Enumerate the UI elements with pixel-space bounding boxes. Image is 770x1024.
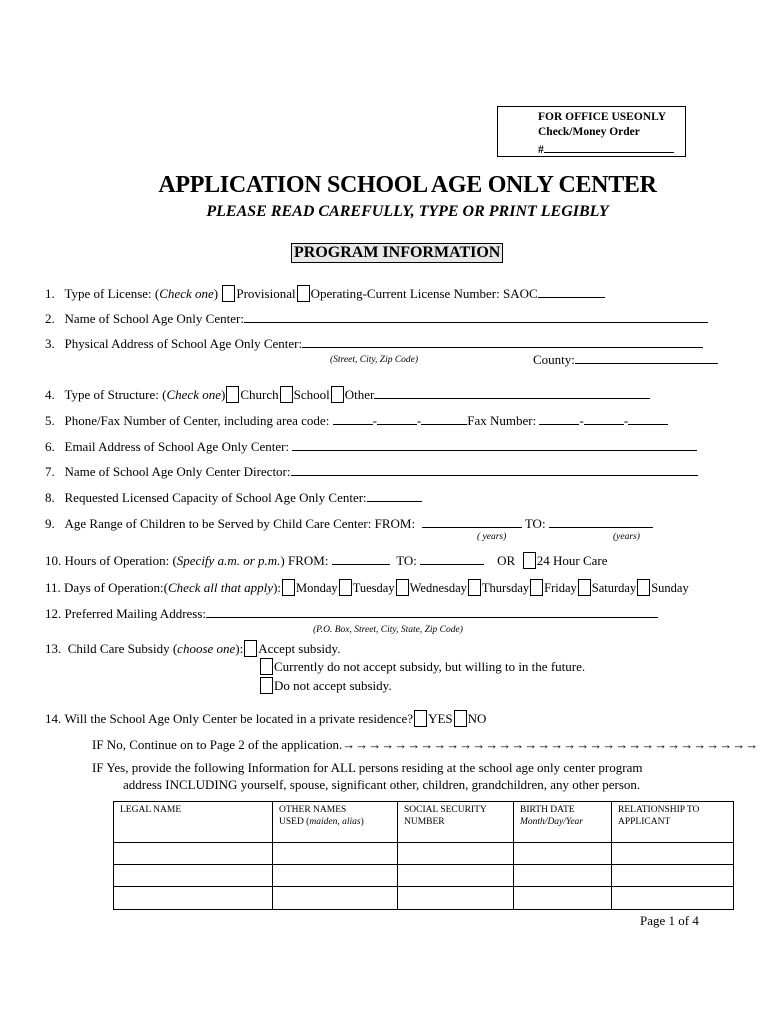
office-number-label: #	[538, 141, 674, 156]
table-cell[interactable]	[114, 843, 273, 865]
church-checkbox[interactable]	[226, 386, 239, 403]
fax-prefix-field[interactable]	[584, 413, 624, 425]
table-cell[interactable]	[514, 865, 612, 887]
phone-area-field[interactable]	[333, 413, 373, 425]
school-checkbox[interactable]	[280, 386, 293, 403]
yes-checkbox[interactable]	[414, 710, 427, 727]
tuesday-checkbox[interactable]	[339, 579, 352, 596]
monday-checkbox[interactable]	[282, 579, 295, 596]
question-6: 6. Email Address of School Age Only Center:	[45, 439, 697, 455]
email-field[interactable]	[292, 439, 697, 451]
operating-checkbox[interactable]	[297, 285, 310, 302]
question-13: 13. Child Care Subsidy (choose one): Accept subsidy.	[45, 641, 341, 656]
question-5: 5. Phone/Fax Number of Center, including area code: - - Fax Number: - -	[45, 413, 668, 429]
table-cell[interactable]	[514, 887, 612, 910]
subsidy-option-3: Do not accept subsidy.	[259, 677, 392, 694]
24-hour-checkbox[interactable]	[523, 552, 536, 569]
hours-from-field[interactable]	[332, 553, 390, 565]
thursday-checkbox[interactable]	[468, 579, 481, 596]
question-7: 7. Name of School Age Only Center Director:	[45, 464, 698, 480]
subsidy-option-2: Currently do not accept subsidy, but willing to in the future.	[259, 658, 585, 675]
saturday-checkbox[interactable]	[578, 579, 591, 596]
age-to-field[interactable]	[549, 516, 653, 528]
question-4: 4. Type of Structure: (Check one) Church School Other	[45, 386, 650, 403]
table-header-row	[114, 802, 734, 843]
residents-table	[113, 801, 734, 910]
table-cell[interactable]	[398, 887, 514, 910]
table-cell[interactable]	[398, 843, 514, 865]
office-use-box	[497, 106, 686, 157]
page-subtitle: PLEASE READ CAREFULLY, TYPE OR PRINT LEGIBLY	[206, 203, 609, 220]
license-number-field[interactable]	[538, 286, 605, 298]
table-cell[interactable]	[612, 887, 734, 910]
page-title: APPLICATION SCHOOL AGE ONLY CENTER	[158, 172, 657, 198]
table-cell[interactable]	[273, 887, 398, 910]
table-cell[interactable]	[398, 865, 514, 887]
address-hint: (Street, City, Zip Code)	[330, 355, 419, 365]
table-cell[interactable]	[612, 865, 734, 887]
table-row	[114, 887, 734, 910]
if-no-instruction: IF No, Continue on to Page 2 of the application.→→→→→→→→→→→→→→→→→→→→→→→→→→→→→→→→	[92, 737, 759, 752]
legal-name-header: LEGAL NAME	[114, 802, 273, 843]
question-10: 10. Hours of Operation: (Specify a.m. or p.m.) FROM: TO: OR 24 Hour Care	[45, 553, 608, 568]
table-cell[interactable]	[273, 843, 398, 865]
table-row	[114, 865, 734, 887]
section-heading: PROGRAM INFORMATION	[291, 243, 503, 263]
center-name-field[interactable]	[244, 311, 708, 323]
hours-to-field[interactable]	[420, 553, 484, 565]
question-12: 12. Preferred Mailing Address:	[45, 606, 658, 622]
if-yes-instruction-cont: address INCLUDING yourself, spouse, significant other, children, grandchildren, any other person.	[123, 777, 641, 792]
check-money-order-label: Check/Money Order	[538, 126, 640, 138]
wednesday-checkbox[interactable]	[396, 579, 409, 596]
if-yes-instruction: IF Yes, provide the following Information for ALL persons residing at the school age only center program	[92, 760, 643, 775]
office-use-label: FOR OFFICE USEONLY	[538, 111, 667, 123]
table-cell[interactable]	[612, 843, 734, 865]
other-structure-field[interactable]	[374, 387, 650, 399]
page-number: Page 1 of 4	[640, 913, 699, 928]
fax-area-field[interactable]	[539, 413, 579, 425]
question-9: 9. Age Range of Children to be Served by Child Care Center: FROM: TO:	[45, 516, 653, 532]
table-cell[interactable]	[514, 843, 612, 865]
no-subsidy-checkbox[interactable]	[260, 677, 273, 694]
question-14: 14. Will the School Age Only Center be located in a private residence? YES NO	[45, 711, 487, 726]
question-1: 1. Type of License: (Check one) Provisional Operating-Current License Number: SAOC	[45, 285, 605, 302]
other-names-header: OTHER NAMES USED (maiden, alias)	[273, 802, 398, 843]
future-subsidy-checkbox[interactable]	[260, 658, 273, 675]
fax-line-field[interactable]	[628, 413, 668, 425]
no-checkbox[interactable]	[454, 710, 467, 727]
county-label: County:	[533, 352, 718, 368]
age-from-field[interactable]	[422, 516, 522, 528]
question-8: 8. Requested Licensed Capacity of School Age Only Center:	[45, 490, 422, 506]
accept-subsidy-checkbox[interactable]	[244, 640, 257, 657]
other-checkbox[interactable]	[331, 386, 344, 403]
director-name-field[interactable]	[291, 464, 698, 476]
provisional-checkbox[interactable]	[222, 285, 235, 302]
table-cell[interactable]	[114, 887, 273, 910]
phone-line-field[interactable]	[421, 413, 467, 425]
question-2: 2. Name of School Age Only Center:	[45, 311, 708, 327]
sunday-checkbox[interactable]	[637, 579, 650, 596]
years-hint-to: (years)	[613, 532, 640, 542]
years-hint-from: ( years)	[477, 532, 507, 542]
table-row	[114, 843, 734, 865]
relationship-header: RELATIONSHIP TO APPLICANT	[612, 802, 734, 843]
birth-date-header: BIRTH DATE Month/Day/Year	[514, 802, 612, 843]
county-field[interactable]	[575, 352, 718, 364]
question-3: 3. Physical Address of School Age Only Center:	[45, 336, 703, 352]
capacity-field[interactable]	[367, 490, 422, 502]
friday-checkbox[interactable]	[530, 579, 543, 596]
table-cell[interactable]	[114, 865, 273, 887]
mailing-address-field[interactable]	[206, 606, 658, 618]
table-cell[interactable]	[273, 865, 398, 887]
ssn-header: SOCIAL SECURITY NUMBER	[398, 802, 514, 843]
mailing-address-hint: (P.O. Box, Street, City, State, Zip Code)	[313, 625, 463, 635]
question-11: 11. Days of Operation:(Check all that apply): Monday Tuesday Wednesday Thursday Friday Saturday Sunday	[45, 580, 689, 595]
phone-prefix-field[interactable]	[377, 413, 417, 425]
physical-address-field[interactable]	[302, 336, 703, 348]
